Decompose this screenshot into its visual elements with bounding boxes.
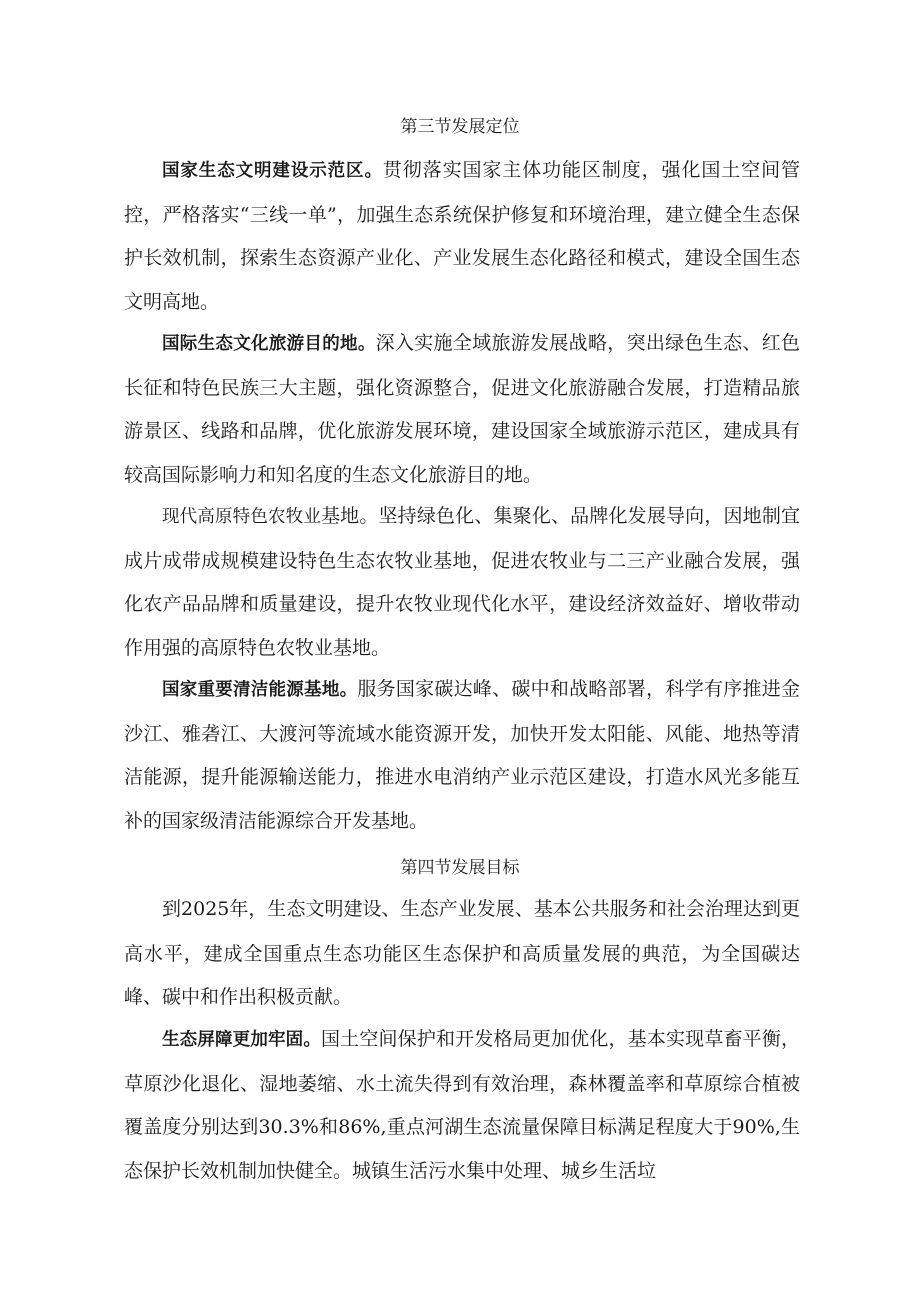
paragraph-lead: 国家生态文明建设示范区。 [162, 161, 383, 181]
paragraph-body: 贯彻落实国家主体功能区制度，强化国土空间管控，严格落实“三线一单”，加强生态系统保护修复和环境治理，建立健全生态保护长效机制，探索生态资源产业化、产业发展生态化路径和模式，建设全国生态文明高地。 [124, 159, 800, 313]
paragraph-body: 服务国家碳达峰、碳中和战略部署，科学有序推进金沙江、雅砻江、大渡河等流域水能资源开发，加快开发太阳能、风能、地热等清洁能源，提升能源输送能力，推进水电消纳产业示范区建设，打造水风光多能互补的国家级清洁能源综合开发基地。 [124, 678, 800, 832]
section-title: 第四节发展目标 [400, 858, 520, 878]
paragraph-body: 到2025年，生态文明建设、生态产业发展、基本公共服务和社会治理达到更高水平，建成全国重点生态功能区生态保护和高质量发展的典范，为全国碳达峰、碳中和作出积极贡献。 [124, 898, 800, 1009]
paragraph [124, 1018, 800, 1193]
section-title: 第三节发展定位 [400, 117, 520, 137]
paragraph-lead: 国家重要清洁能源基地。 [162, 680, 358, 700]
paragraph-lead: 国际生态文化旅游目的地。 [162, 334, 376, 354]
paragraph [124, 888, 800, 1020]
paragraph [124, 668, 800, 843]
paragraph-lead: 现代高原特色农牧业 [162, 507, 321, 527]
paragraph [124, 322, 800, 497]
paragraph-body: 深入实施全域旅游发展战略，突出绿色生态、红色长征和特色民族三大主题，强化资源整合，促进文化旅游融合发展，打造精品旅游景区、线路和品牌，优化旅游发展环境，建设国家全域旅游示范区，建成具有较高国际影响力和知名度的生态文化旅游目的地。 [124, 332, 800, 486]
paragraph [124, 495, 800, 670]
paragraph [124, 149, 800, 324]
paragraph-lead: 生态屏障更加牢固。 [162, 1030, 321, 1050]
paragraph-body: 国土空间保护和开发格局更加优化，基本实现草畜平衡，草原沙化退化、湿地萎缩、水土流失得到有效治理，森林覆盖率和草原综合植被覆盖度分别达到30.3%和86%,重点河湖生态流量保障目标满足程度大于90%,生态保护长效机制加快健全。城镇生活污水集中处理、城乡生活垃 [124, 1028, 800, 1182]
paragraph-body: 基地。坚持绿色化、集聚化、品牌化发展导向，因地制宜成片成带成规模建设特色生态农牧业基地，促进农牧业与二三产业融合发展，强化农产品品牌和质量建设，提升农牧业现代化水平，建设经济效益好、增收带动作用强的高原特色农牧业基地。 [124, 505, 800, 659]
